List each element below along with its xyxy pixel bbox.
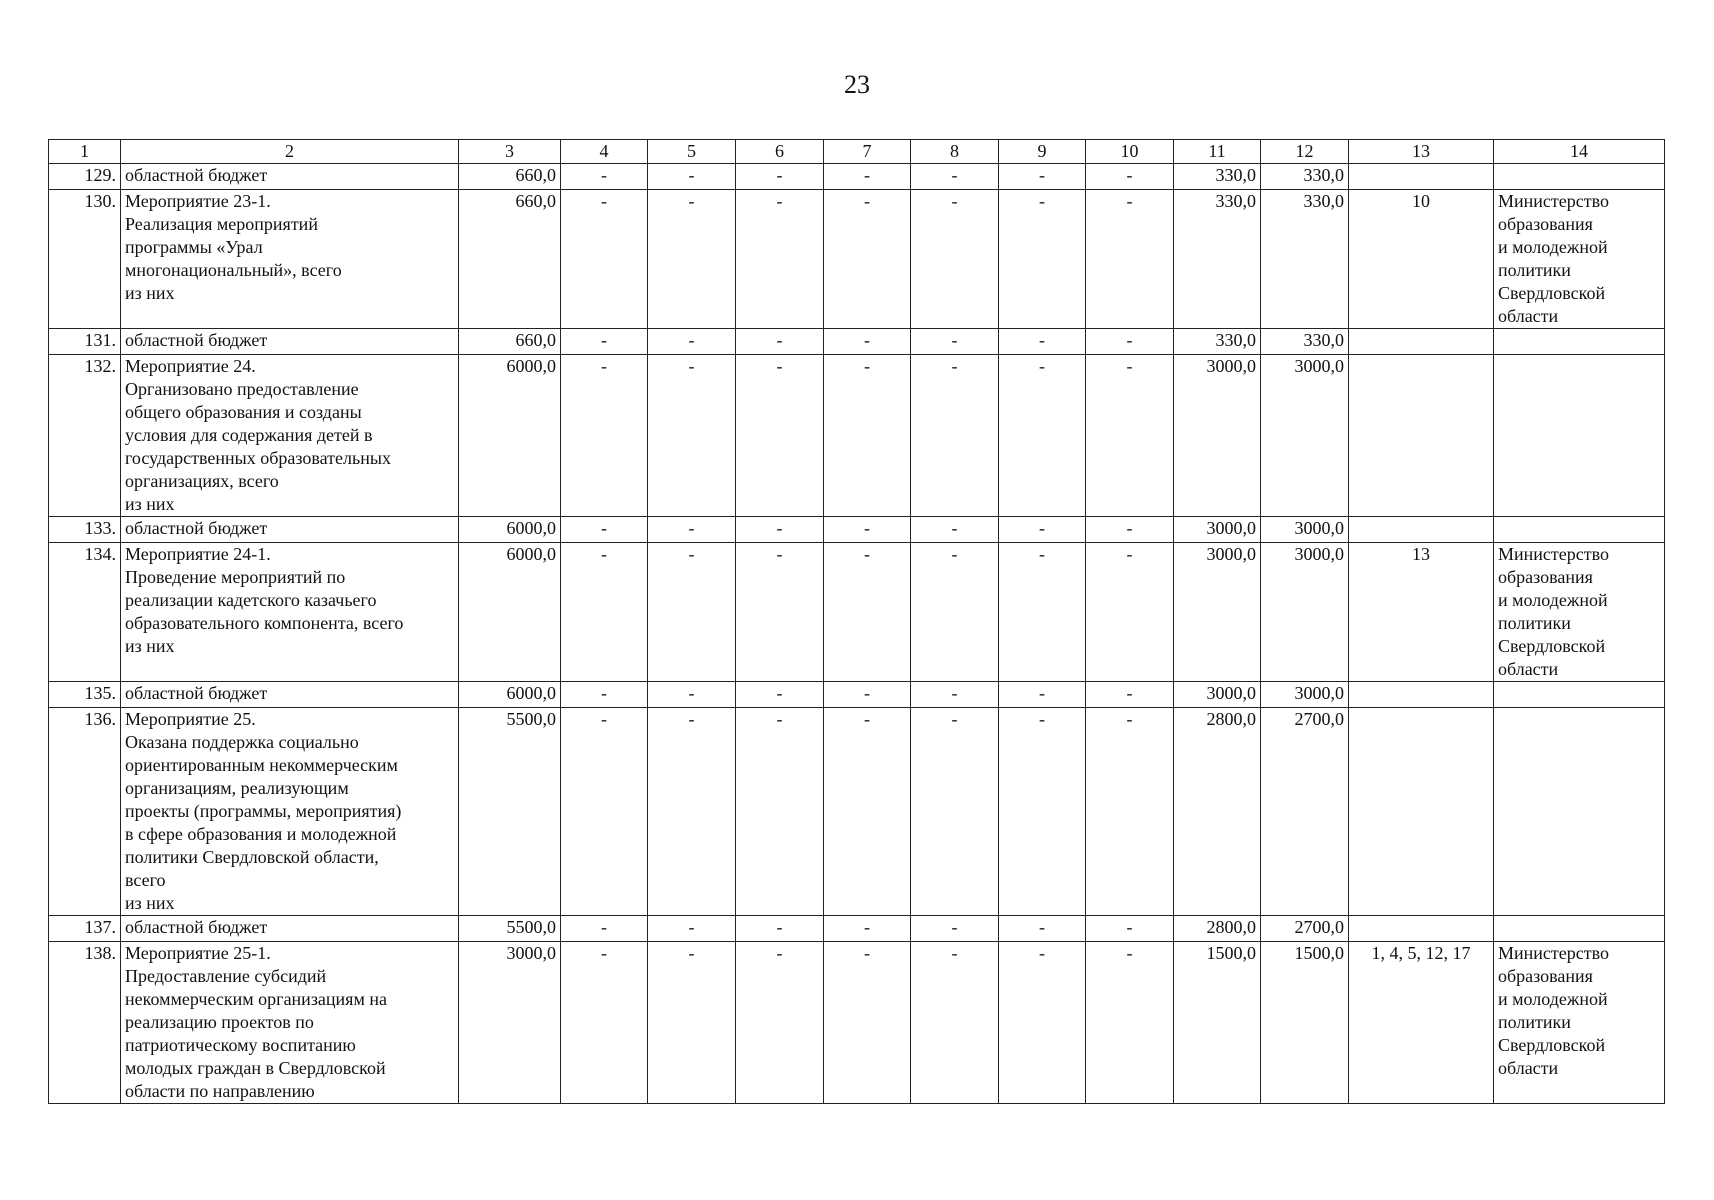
cell-col-7: - — [824, 942, 911, 1104]
cell-target-indicators: 13 — [1349, 543, 1494, 682]
cell-row-number: 130. — [49, 190, 121, 329]
cell-col-8: - — [911, 682, 999, 708]
cell-total-amount: 5500,0 — [459, 916, 561, 942]
cell-executor — [1494, 329, 1665, 355]
cell-activity-name: Мероприятие 25-1. Предоставление субсидий некоммерческим организациям на реализацию проектов по патриотическому воспитанию молодых граждан в Свердловской области по направлению — [121, 942, 459, 1104]
cell-col-12: 2700,0 — [1261, 916, 1349, 942]
cell-col-4: - — [561, 942, 648, 1104]
cell-activity-name: областной бюджет — [121, 517, 459, 543]
cell-col-9: - — [999, 682, 1086, 708]
cell-col-11: 330,0 — [1174, 190, 1261, 329]
cell-col-9: - — [999, 164, 1086, 190]
cell-col-9: - — [999, 942, 1086, 1104]
cell-activity-name: областной бюджет — [121, 329, 459, 355]
cell-col-12: 3000,0 — [1261, 682, 1349, 708]
cell-col-8: - — [911, 517, 999, 543]
page-number: 23 — [844, 70, 870, 99]
cell-col-6: - — [736, 164, 824, 190]
cell-col-6: - — [736, 942, 824, 1104]
cell-target-indicators — [1349, 355, 1494, 517]
cell-target-indicators: 10 — [1349, 190, 1494, 329]
cell-col-4: - — [561, 682, 648, 708]
cell-col-12: 3000,0 — [1261, 543, 1349, 682]
header-cell-target-indicators: 13 — [1349, 140, 1494, 164]
cell-activity-name: областной бюджет — [121, 682, 459, 708]
header-cell-col-12: 12 — [1261, 140, 1349, 164]
table-header — [49, 140, 1665, 164]
table-body — [49, 164, 1665, 1104]
cell-col-8: - — [911, 708, 999, 916]
cell-col-9: - — [999, 190, 1086, 329]
cell-col-7: - — [824, 682, 911, 708]
header-cell-executor: 14 — [1494, 140, 1665, 164]
cell-col-8: - — [911, 355, 999, 517]
cell-activity-name: Мероприятие 24-1. Проведение мероприятий по реализации кадетского казачьего образовательного компонента, всего из них — [121, 543, 459, 682]
budget-table — [48, 139, 1665, 1104]
cell-row-number: 129. — [49, 164, 121, 190]
header-cell-col-4: 4 — [561, 140, 648, 164]
cell-col-5: - — [648, 682, 736, 708]
cell-col-7: - — [824, 164, 911, 190]
cell-executor — [1494, 708, 1665, 916]
cell-col-9: - — [999, 916, 1086, 942]
header-cell-col-11: 11 — [1174, 140, 1261, 164]
cell-col-12: 3000,0 — [1261, 355, 1349, 517]
cell-col-9: - — [999, 329, 1086, 355]
cell-total-amount: 6000,0 — [459, 517, 561, 543]
cell-col-8: - — [911, 942, 999, 1104]
table-row — [49, 543, 1665, 682]
cell-target-indicators — [1349, 329, 1494, 355]
cell-target-indicators — [1349, 708, 1494, 916]
cell-col-5: - — [648, 355, 736, 517]
cell-total-amount: 5500,0 — [459, 708, 561, 916]
cell-row-number: 133. — [49, 517, 121, 543]
cell-col-7: - — [824, 708, 911, 916]
cell-activity-name: Мероприятие 25. Оказана поддержка социально ориентированным некоммерческим организациям, реализующим проекты (программы, мероприятия) в сфере образования и молодежной политики Свердловской области, всего из них — [121, 708, 459, 916]
cell-col-8: - — [911, 164, 999, 190]
cell-col-6: - — [736, 517, 824, 543]
cell-col-6: - — [736, 708, 824, 916]
cell-executor — [1494, 355, 1665, 517]
cell-col-6: - — [736, 190, 824, 329]
header-cell-col-5: 5 — [648, 140, 736, 164]
cell-col-4: - — [561, 543, 648, 682]
cell-col-8: - — [911, 916, 999, 942]
table-row — [49, 916, 1665, 942]
cell-col-11: 330,0 — [1174, 164, 1261, 190]
cell-row-number: 138. — [49, 942, 121, 1104]
cell-col-11: 330,0 — [1174, 329, 1261, 355]
header-cell-col-8: 8 — [911, 140, 999, 164]
header-cell-row-number: 1 — [49, 140, 121, 164]
cell-activity-name: Мероприятие 23-1. Реализация мероприятий программы «Урал многонациональный», всего из них — [121, 190, 459, 329]
header-cell-activity-name: 2 — [121, 140, 459, 164]
table-row — [49, 355, 1665, 517]
cell-col-7: - — [824, 543, 911, 682]
cell-col-5: - — [648, 329, 736, 355]
cell-executor — [1494, 517, 1665, 543]
table-row — [49, 517, 1665, 543]
cell-col-9: - — [999, 543, 1086, 682]
cell-col-9: - — [999, 517, 1086, 543]
cell-col-5: - — [648, 543, 736, 682]
cell-total-amount: 3000,0 — [459, 942, 561, 1104]
cell-col-4: - — [561, 190, 648, 329]
cell-col-4: - — [561, 517, 648, 543]
cell-col-4: - — [561, 708, 648, 916]
cell-col-5: - — [648, 190, 736, 329]
cell-col-7: - — [824, 355, 911, 517]
table-row — [49, 329, 1665, 355]
cell-col-6: - — [736, 682, 824, 708]
cell-row-number: 131. — [49, 329, 121, 355]
table-row — [49, 942, 1665, 1104]
table-row — [49, 682, 1665, 708]
cell-col-8: - — [911, 190, 999, 329]
cell-row-number: 137. — [49, 916, 121, 942]
table-row — [49, 164, 1665, 190]
cell-activity-name: Мероприятие 24. Организовано предоставление общего образования и созданы условия для содержания детей в государственных образовательных организациях, всего из них — [121, 355, 459, 517]
cell-col-7: - — [824, 329, 911, 355]
cell-total-amount: 6000,0 — [459, 682, 561, 708]
cell-col-4: - — [561, 355, 648, 517]
cell-col-10: - — [1086, 164, 1174, 190]
cell-col-6: - — [736, 543, 824, 682]
cell-col-12: 1500,0 — [1261, 942, 1349, 1104]
cell-col-7: - — [824, 517, 911, 543]
cell-col-6: - — [736, 916, 824, 942]
cell-col-9: - — [999, 708, 1086, 916]
cell-col-10: - — [1086, 708, 1174, 916]
cell-executor: Министерство образования и молодежной политики Свердловской области — [1494, 942, 1665, 1104]
cell-col-12: 2700,0 — [1261, 708, 1349, 916]
cell-col-12: 3000,0 — [1261, 517, 1349, 543]
cell-col-10: - — [1086, 942, 1174, 1104]
cell-target-indicators — [1349, 517, 1494, 543]
cell-target-indicators — [1349, 682, 1494, 708]
cell-row-number: 132. — [49, 355, 121, 517]
cell-target-indicators: 1, 4, 5, 12, 17 — [1349, 942, 1494, 1104]
cell-col-10: - — [1086, 517, 1174, 543]
cell-activity-name: областной бюджет — [121, 164, 459, 190]
cell-col-8: - — [911, 329, 999, 355]
cell-target-indicators — [1349, 164, 1494, 190]
cell-activity-name: областной бюджет — [121, 916, 459, 942]
cell-col-10: - — [1086, 916, 1174, 942]
cell-executor: Министерство образования и молодежной политики Свердловской области — [1494, 190, 1665, 329]
cell-col-5: - — [648, 517, 736, 543]
header-cell-col-9: 9 — [999, 140, 1086, 164]
cell-col-6: - — [736, 329, 824, 355]
cell-col-4: - — [561, 916, 648, 942]
cell-col-6: - — [736, 355, 824, 517]
cell-col-5: - — [648, 708, 736, 916]
cell-col-11: 3000,0 — [1174, 543, 1261, 682]
table-row — [49, 708, 1665, 916]
header-cell-col-6: 6 — [736, 140, 824, 164]
cell-row-number: 134. — [49, 543, 121, 682]
cell-total-amount: 660,0 — [459, 190, 561, 329]
cell-target-indicators — [1349, 916, 1494, 942]
cell-col-12: 330,0 — [1261, 190, 1349, 329]
cell-col-7: - — [824, 190, 911, 329]
cell-col-10: - — [1086, 329, 1174, 355]
cell-col-11: 3000,0 — [1174, 682, 1261, 708]
cell-col-10: - — [1086, 682, 1174, 708]
header-cell-total-amount: 3 — [459, 140, 561, 164]
cell-executor: Министерство образования и молодежной политики Свердловской области — [1494, 543, 1665, 682]
table-row — [49, 190, 1665, 329]
cell-col-11: 3000,0 — [1174, 517, 1261, 543]
cell-col-5: - — [648, 942, 736, 1104]
cell-col-12: 330,0 — [1261, 329, 1349, 355]
cell-row-number: 135. — [49, 682, 121, 708]
cell-executor — [1494, 682, 1665, 708]
cell-col-8: - — [911, 543, 999, 682]
cell-col-11: 2800,0 — [1174, 708, 1261, 916]
cell-total-amount: 660,0 — [459, 164, 561, 190]
header-cell-col-10: 10 — [1086, 140, 1174, 164]
cell-total-amount: 6000,0 — [459, 543, 561, 682]
cell-col-4: - — [561, 329, 648, 355]
cell-col-11: 1500,0 — [1174, 942, 1261, 1104]
cell-row-number: 136. — [49, 708, 121, 916]
cell-col-7: - — [824, 916, 911, 942]
cell-col-11: 3000,0 — [1174, 355, 1261, 517]
header-row — [49, 140, 1665, 164]
header-cell-col-7: 7 — [824, 140, 911, 164]
cell-col-12: 330,0 — [1261, 164, 1349, 190]
cell-col-10: - — [1086, 190, 1174, 329]
cell-executor — [1494, 916, 1665, 942]
cell-total-amount: 660,0 — [459, 329, 561, 355]
cell-total-amount: 6000,0 — [459, 355, 561, 517]
cell-col-9: - — [999, 355, 1086, 517]
cell-executor — [1494, 164, 1665, 190]
cell-col-4: - — [561, 164, 648, 190]
cell-col-11: 2800,0 — [1174, 916, 1261, 942]
cell-col-5: - — [648, 164, 736, 190]
cell-col-10: - — [1086, 355, 1174, 517]
cell-col-10: - — [1086, 543, 1174, 682]
cell-col-5: - — [648, 916, 736, 942]
